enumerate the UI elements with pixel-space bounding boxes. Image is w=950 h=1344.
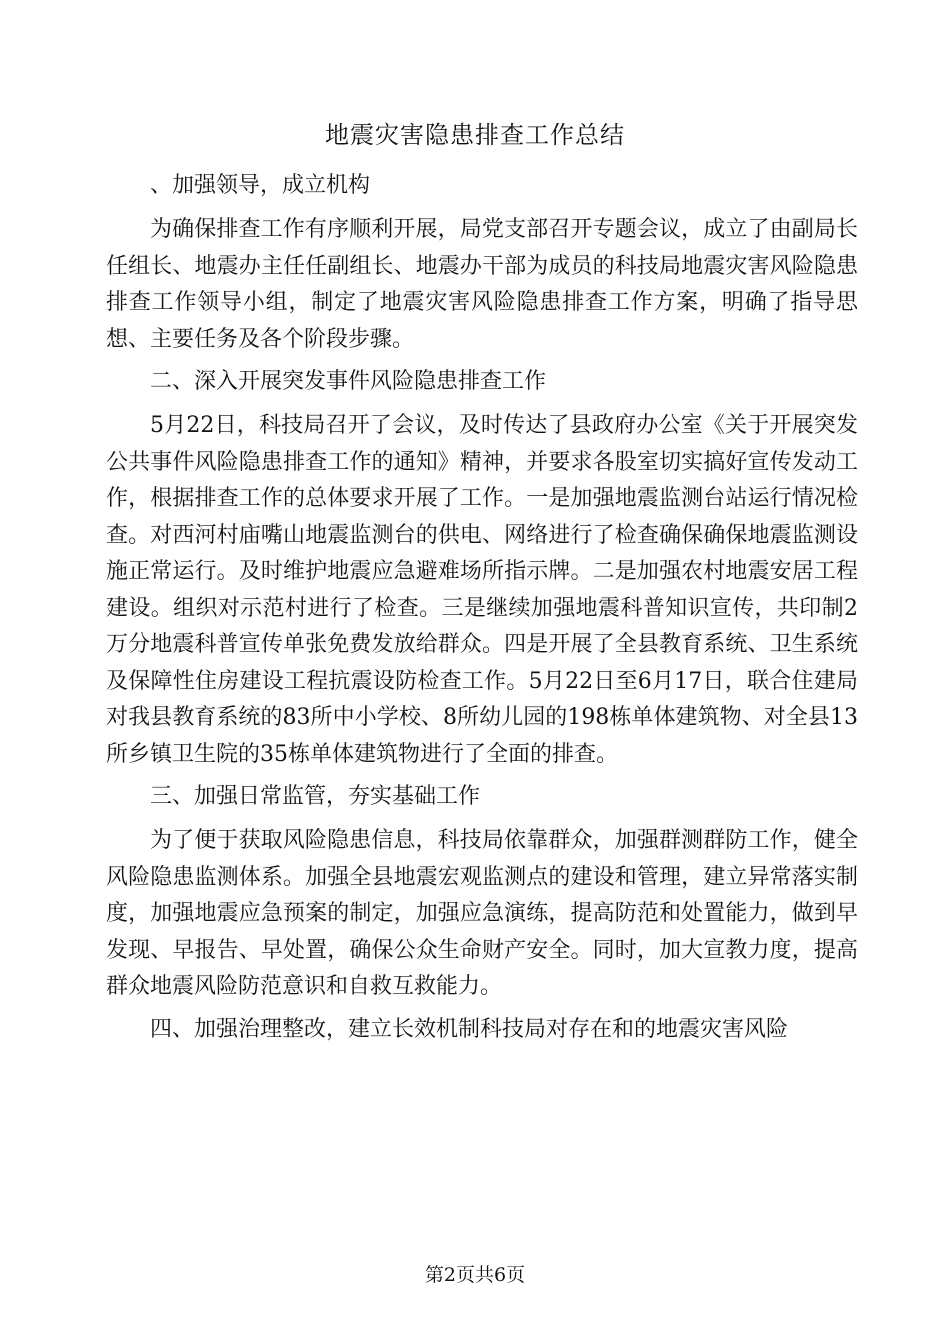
section-heading-1: 、加强领导，成立机构 bbox=[150, 173, 371, 198]
section-heading-3: 三、加强日常监管，夯实基础工作 bbox=[150, 784, 481, 809]
page-footer: 第2页共6页 bbox=[424, 1264, 526, 1286]
document-body bbox=[106, 170, 858, 1056]
section-heading-4: 四、加强治理整改，建立长效机制科技局对存在和的地震灾害风险 bbox=[150, 1016, 789, 1042]
document-title: 地震灾害隐患排查工作总结 bbox=[325, 121, 625, 149]
section-paragraph-2: 5月22日，科技局召开了会议，及时传达了县政府办公室《关于开展突发公共事件风险隐患排查工作的通知》精神，并要求各股室切实搞好宣传发动工作，根据排查工作的总体要求开展了工作。一是加强地震监测台站运行情况检查。对西河村庙嘴山地震监测台的供电、网络进行了检查确保确保地震监测设施正常运行。及时维护地震应急避难场所指示牌。二是加强农村地震安居工程建设。组织对示范村进行了检查。三是继续加强地震科普知识宣传，共印制2万分地震科普宣传单张免费发放给群众。四是开展了全县教育系统、卫生系统及保障性住房建设工程抗震设防检查工作。5月22日至6月17日，联合住建局对我县教育系统的83所中小学校、8所幼儿园的198栋单体建筑物、对全县13所乡镇卫生院的35栋单体建筑物进行了全面的排查。 bbox=[106, 413, 858, 767]
section-heading-2: 二、深入开展突发事件风险隐患排查工作 bbox=[150, 369, 547, 394]
section-paragraph-1: 为确保排查工作有序顺利开展，局党支部召开专题会议，成立了由副局长任组长、地震办主任任副组长、地震办干部为成员的科技局地震灾害风险隐患排查工作领导小组，制定了地震灾害风险隐患排查工作方案，明确了指导思想、主要任务及各个阶段步骤。 bbox=[106, 217, 858, 352]
section-paragraph-3: 为了便于获取风险隐患信息，科技局依靠群众，加强群测群防工作，健全风险隐患监测体系。加强全县地震宏观监测点的建设和管理，建立异常落实制度，加强地震应急预案的制定，加强应急演练，提高防范和处置能力，做到早发现、早报告、早处置，确保公众生命财产安全。同时，加大宣教力度，提高群众地震风险防范意识和自救互救能力。 bbox=[106, 828, 858, 999]
